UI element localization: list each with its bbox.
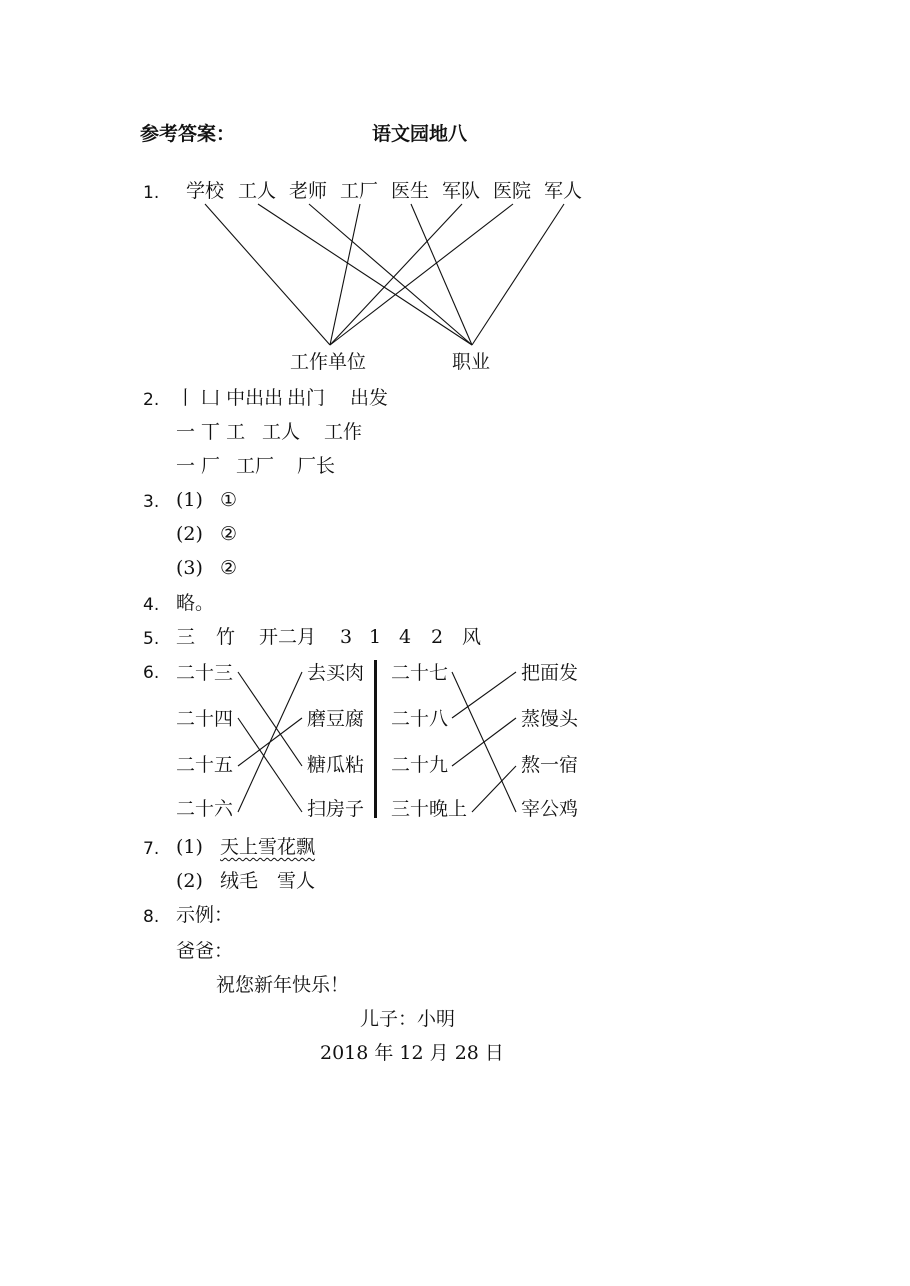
q6-left-task-1: 去买肉 xyxy=(307,662,365,684)
q1-target-occupation: 职业 xyxy=(452,351,491,373)
q6-left-task-4: 扫房子 xyxy=(307,798,365,820)
q5-item-5: 1 xyxy=(369,626,382,648)
q5-item-6: 4 xyxy=(399,626,412,648)
q3-item1-label: (1) xyxy=(176,489,203,511)
q1-word-4: 工厂 xyxy=(340,180,379,202)
q6-line-28 xyxy=(452,672,516,718)
q1-word-5: 医生 xyxy=(391,180,430,202)
q3-item2-answer: ② xyxy=(220,523,238,545)
q2-row1-strokes: ⼁ ⼐ 中出出 xyxy=(176,387,284,409)
q3-item3-label: (3) xyxy=(176,557,203,579)
q1-target-workplace: 工作单位 xyxy=(290,351,367,373)
q2-row2-word1: 工人 xyxy=(262,421,301,443)
q7-item1-label: (1) xyxy=(176,836,203,858)
q6-right-date-4: 三十晚上 xyxy=(391,798,468,820)
q7-item1-answer: 天上雪花飘 xyxy=(220,836,316,858)
q6-line-24 xyxy=(238,718,302,812)
q6-right-task-3: 熬一宿 xyxy=(521,754,579,776)
answer-key-label: 参考答案： xyxy=(140,123,236,145)
q6-right-date-3: 二十九 xyxy=(391,754,449,776)
q3-item1-answer: ① xyxy=(220,489,238,511)
q6-line-26 xyxy=(238,672,302,812)
q1-line-factory xyxy=(330,204,360,345)
q8-date: 2018 年 12 月 28 日 xyxy=(320,1042,504,1064)
q8-greeting: 爸爸： xyxy=(176,940,234,962)
q6-right-date-1: 二十七 xyxy=(391,662,449,684)
q7-number: 7. xyxy=(143,839,160,859)
q8-body: 祝您新年快乐！ xyxy=(216,974,350,996)
q6-line-30 xyxy=(472,766,516,812)
q1-line-school xyxy=(205,204,330,345)
q6-right-task-1: 把面发 xyxy=(521,662,579,684)
q2-row2-word2: 工作 xyxy=(324,421,363,443)
q1-word-3: 老师 xyxy=(289,180,328,202)
q1-word-2: 工人 xyxy=(238,180,277,202)
q5-item-4: 3 xyxy=(340,626,353,648)
q7-item2-answer: 绒毛 雪人 xyxy=(220,870,316,892)
q2-row1-word1: 出门 xyxy=(287,387,326,409)
q2-number: 2. xyxy=(143,390,160,410)
q4-answer: 略。 xyxy=(176,592,215,614)
q8-example-label: 示例： xyxy=(176,904,234,926)
q2-row3-word2: 厂长 xyxy=(297,455,336,477)
q6-line-23 xyxy=(238,672,302,766)
q4-number: 4. xyxy=(143,595,160,615)
q5-item-8: 风 xyxy=(462,626,482,648)
q3-item2-label: (2) xyxy=(176,523,203,545)
q1-number: 1. xyxy=(143,183,160,203)
q1-word-7: 医院 xyxy=(493,180,532,202)
q1-line-army xyxy=(330,204,462,345)
q6-right-date-2: 二十八 xyxy=(391,708,449,730)
q6-left-task-2: 磨豆腐 xyxy=(307,708,365,730)
q1-line-teacher xyxy=(309,204,472,345)
q6-left-date-4: 二十六 xyxy=(176,798,234,820)
q5-item-1: 三 xyxy=(176,626,196,648)
q6-right-task-4: 宰公鸡 xyxy=(521,798,579,820)
q2-row1-word2: 出发 xyxy=(350,387,389,409)
q1-line-worker xyxy=(258,204,472,345)
q3-item3-answer: ② xyxy=(220,557,238,579)
q1-word-1: 学校 xyxy=(186,180,225,202)
q6-left-date-3: 二十五 xyxy=(176,754,234,776)
q6-left-date-2: 二十四 xyxy=(176,708,234,730)
q6-left-date-1: 二十三 xyxy=(176,662,234,684)
q5-item-7: 2 xyxy=(431,626,444,648)
q8-number: 8. xyxy=(143,907,160,927)
q2-row3-word1: 工厂 xyxy=(236,455,275,477)
q1-word-8: 军人 xyxy=(544,180,583,202)
q6-right-task-2: 蒸馒头 xyxy=(521,708,579,730)
q3-number: 3. xyxy=(143,492,160,512)
q5-item-2: 竹 xyxy=(216,626,236,648)
q7-item2-label: (2) xyxy=(176,870,203,892)
q6-divider xyxy=(374,660,377,818)
q5-number: 5. xyxy=(143,629,160,649)
q6-left-task-3: 糖瓜粘 xyxy=(307,754,365,776)
q1-word-6: 军队 xyxy=(442,180,481,202)
q2-row3-strokes: 一 厂 xyxy=(176,455,221,477)
q5-item-3: 开二月 xyxy=(259,626,317,648)
section-title: 语文园地八 xyxy=(372,123,468,145)
q8-signature: 儿子：小明 xyxy=(360,1008,456,1030)
q6-line-29 xyxy=(452,718,516,766)
q2-row2-strokes: 一 丅 工 xyxy=(176,421,246,443)
q6-number: 6. xyxy=(143,663,160,683)
